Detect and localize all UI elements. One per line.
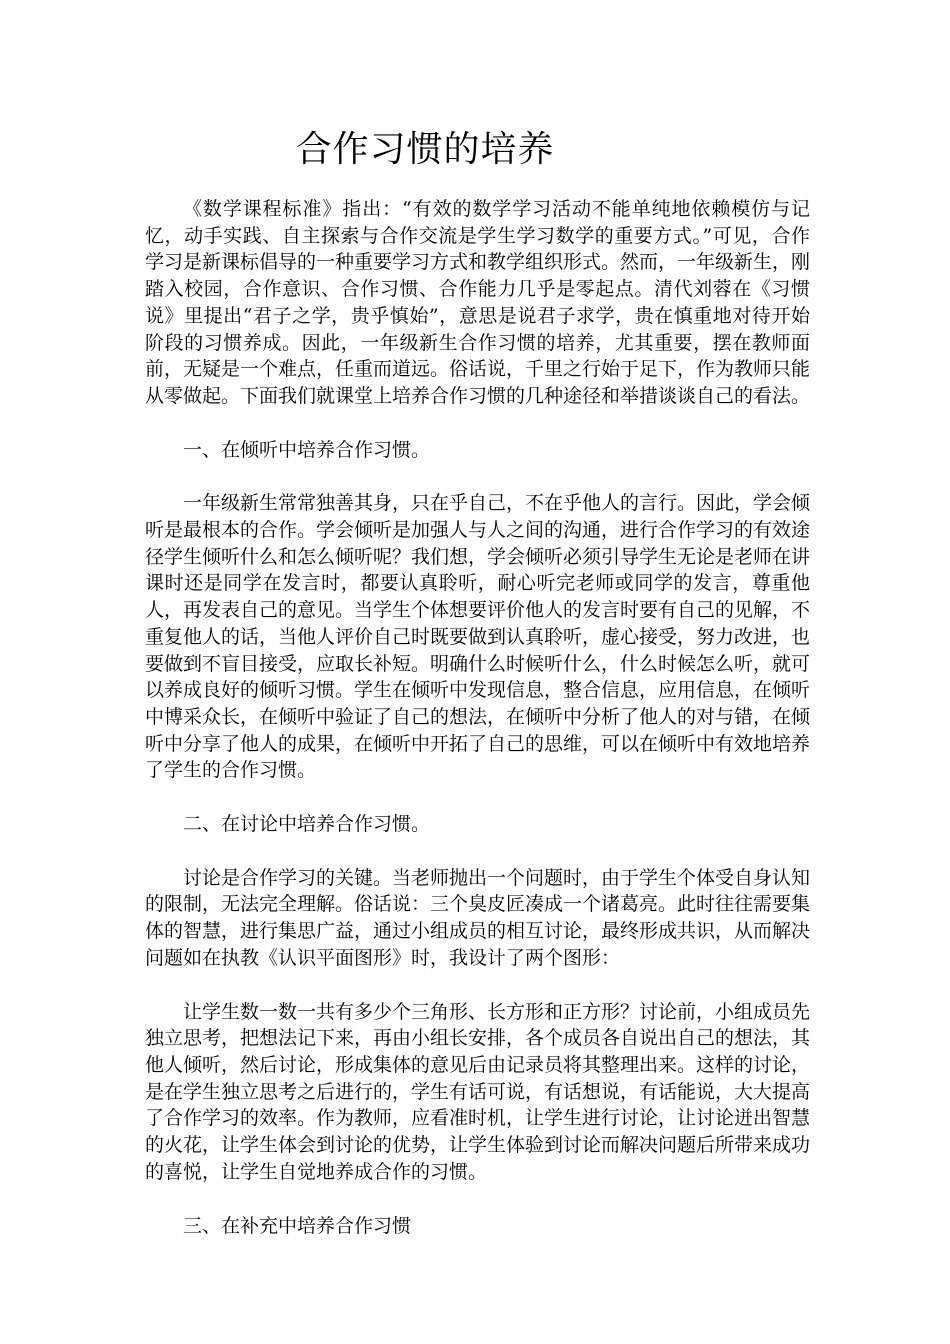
document-title: 合作习惯的培养 [295,129,555,170]
section-1-paragraph: 一年级新生常常独善其身，只在乎自己，不在乎他人的言行。因此，学会倾听是最根本的合作。学会倾听是加强人与人之间的沟通，进行合作学习的有效途径学生倾听什么和怎么倾听呢？我们想，学会倾听必须引导学生无论是老师在讲课时还是同学在发言时，都要认真聆听，耐心听完老师或同学的发言，尊重他人，再发表自己的意见。当学生个体想要评价他人的发言时要有自己的见解，不重复他人的话，当他人评价自己时既要做到认真聆听，虚心接受，努力改进，也要做到不盲目接受，应取长补短。明确什么时候听什么，什么时候怎么听，就可以养成良好的倾听习惯。学生在倾听中发现信息，整合信息，应用信息，在倾听中博采众长，在倾听中验证了自己的想法，在倾听中分析了他人的对与错，在倾听中分享了他人的成果，在倾听中开拓了自己的思维，可以在倾听中有效地培养了学生的合作习惯。 [145,492,811,782]
section-heading-1: 一、在倾听中培养合作习惯。 [183,438,431,461]
section-heading-3: 三、在补充中培养合作习惯 [183,1214,412,1237]
section-2-paragraph-1: 讨论是合作学习的关键。当老师抛出一个问题时，由于学生个体受自身认知的限制，无法完全理解。俗话说：三个臭皮匠凑成一个诸葛亮。此时往往需要集体的智慧，进行集思广益，通过小组成员的相互讨论，最终形成共识，从而解决问题如在执教《认识平面图形》时，我设计了两个图形： [145,866,811,969]
section-2-paragraph-2: 让学生数一数一共有多少个三角形、长方形和正方形？讨论前，小组成员先独立思考，把想法记下来，再由小组长安排，各个成员各自说出自己的想法，其他人倾听，然后讨论，形成集体的意见后由记录员将其整理出来。这样的讨论，是在学生独立思考之后进行的，学生有话可说，有话想说，有话能说，大大提高了合作学习的效率。作为教师，应看准时机，让学生进行讨论，让讨论迸出智慧的火花，让学生体会到讨论的优势，让学生体验到讨论而解决问题后所带来成功的喜悦，让学生自觉地养成合作的习惯。 [145,1000,811,1183]
document-body [145,196,810,1266]
section-heading-2: 二、在讨论中培养合作习惯。 [183,813,431,836]
intro-paragraph: 《数学课程标准》指出：“有效的数学学习活动不能单纯地依赖模仿与记忆，动手实践、自主探索与合作交流是学生学习数学的重要方式。”可见，合作学习是新课标倡导的一种重要学习方式和教学组织形式。然而，一年级新生，刚踏入校园，合作意识、合作习惯、合作能力几乎是零起点。清代刘蓉在《习惯说》里提出“君子之学，贵乎慎始”，意思是说君子求学，贵在慎重地对待开始阶段的习惯养成。因此，一年级新生合作习惯的培养，尤其重要，摆在教师面前，无疑是一个难点，任重而道远。俗话说，千里之行始于足下，作为教师只能从零做起。下面我们就课堂上培养合作习惯的几种途径和举措谈谈自己的看法。 [145,198,811,407]
